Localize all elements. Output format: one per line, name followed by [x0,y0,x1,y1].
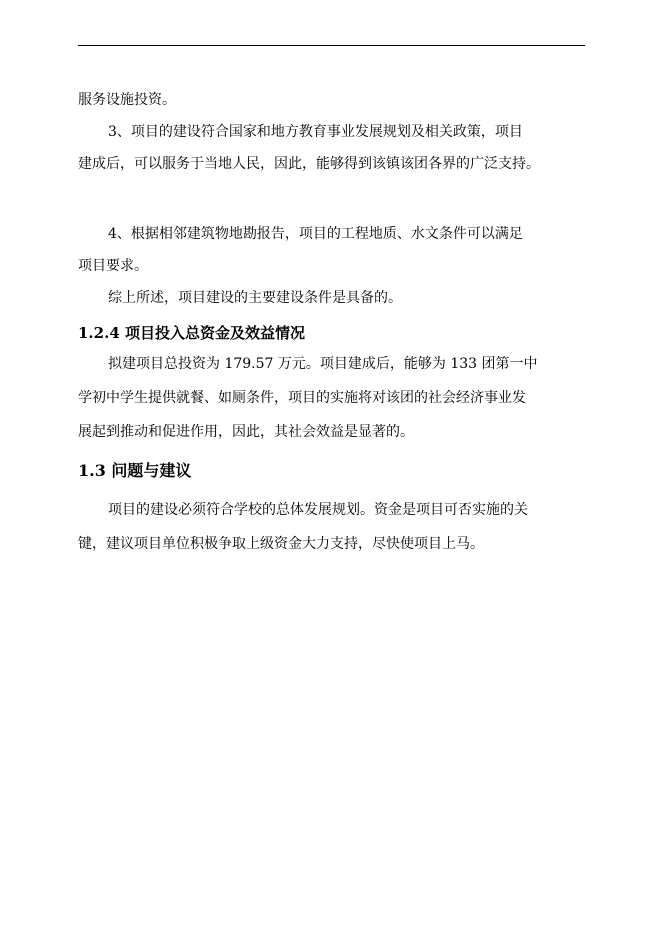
section-heading: 1.3 问题与建议 [78,461,192,480]
paragraph-line: 服务设施投资。 [78,92,176,108]
paragraph-line: 4、根据相邻建筑物地勘报告，项目的工程地质、水文条件可以满足 [108,226,523,242]
paragraph-line: 展起到推动和促进作用，因此，其社会效益是显著的。 [78,424,414,440]
paragraph-line: 键，建议项目单位积极争取上级资金大力支持，尽快使项目上马。 [78,536,484,552]
paragraph-line: 3、项目的建设符合国家和地方教育事业发展规划及相关政策，项目 [108,124,523,140]
section-heading: 1.2.4 项目投入总资金及效益情况 [78,324,305,342]
paragraph-line: 项目要求。 [78,258,148,274]
paragraph-line: 建成后，可以服务于当地人民，因此，能够得到该镇该团各界的广泛支持。 [78,156,540,172]
header-rule [78,45,585,46]
paragraph-line: 学初中学生提供就餐、如厕条件，项目的实施将对该团的社会经济事业发 [78,390,526,406]
paragraph-line: 综上所述，项目建设的主要建设条件是具备的。 [108,290,402,306]
paragraph-line: 项目的建设必须符合学校的总体发展规划。资金是项目可否实施的关 [108,502,528,518]
paragraph-line: 拟建项目总投资为 179.57 万元。项目建成后，能够为 133 团第一中 [108,356,538,372]
